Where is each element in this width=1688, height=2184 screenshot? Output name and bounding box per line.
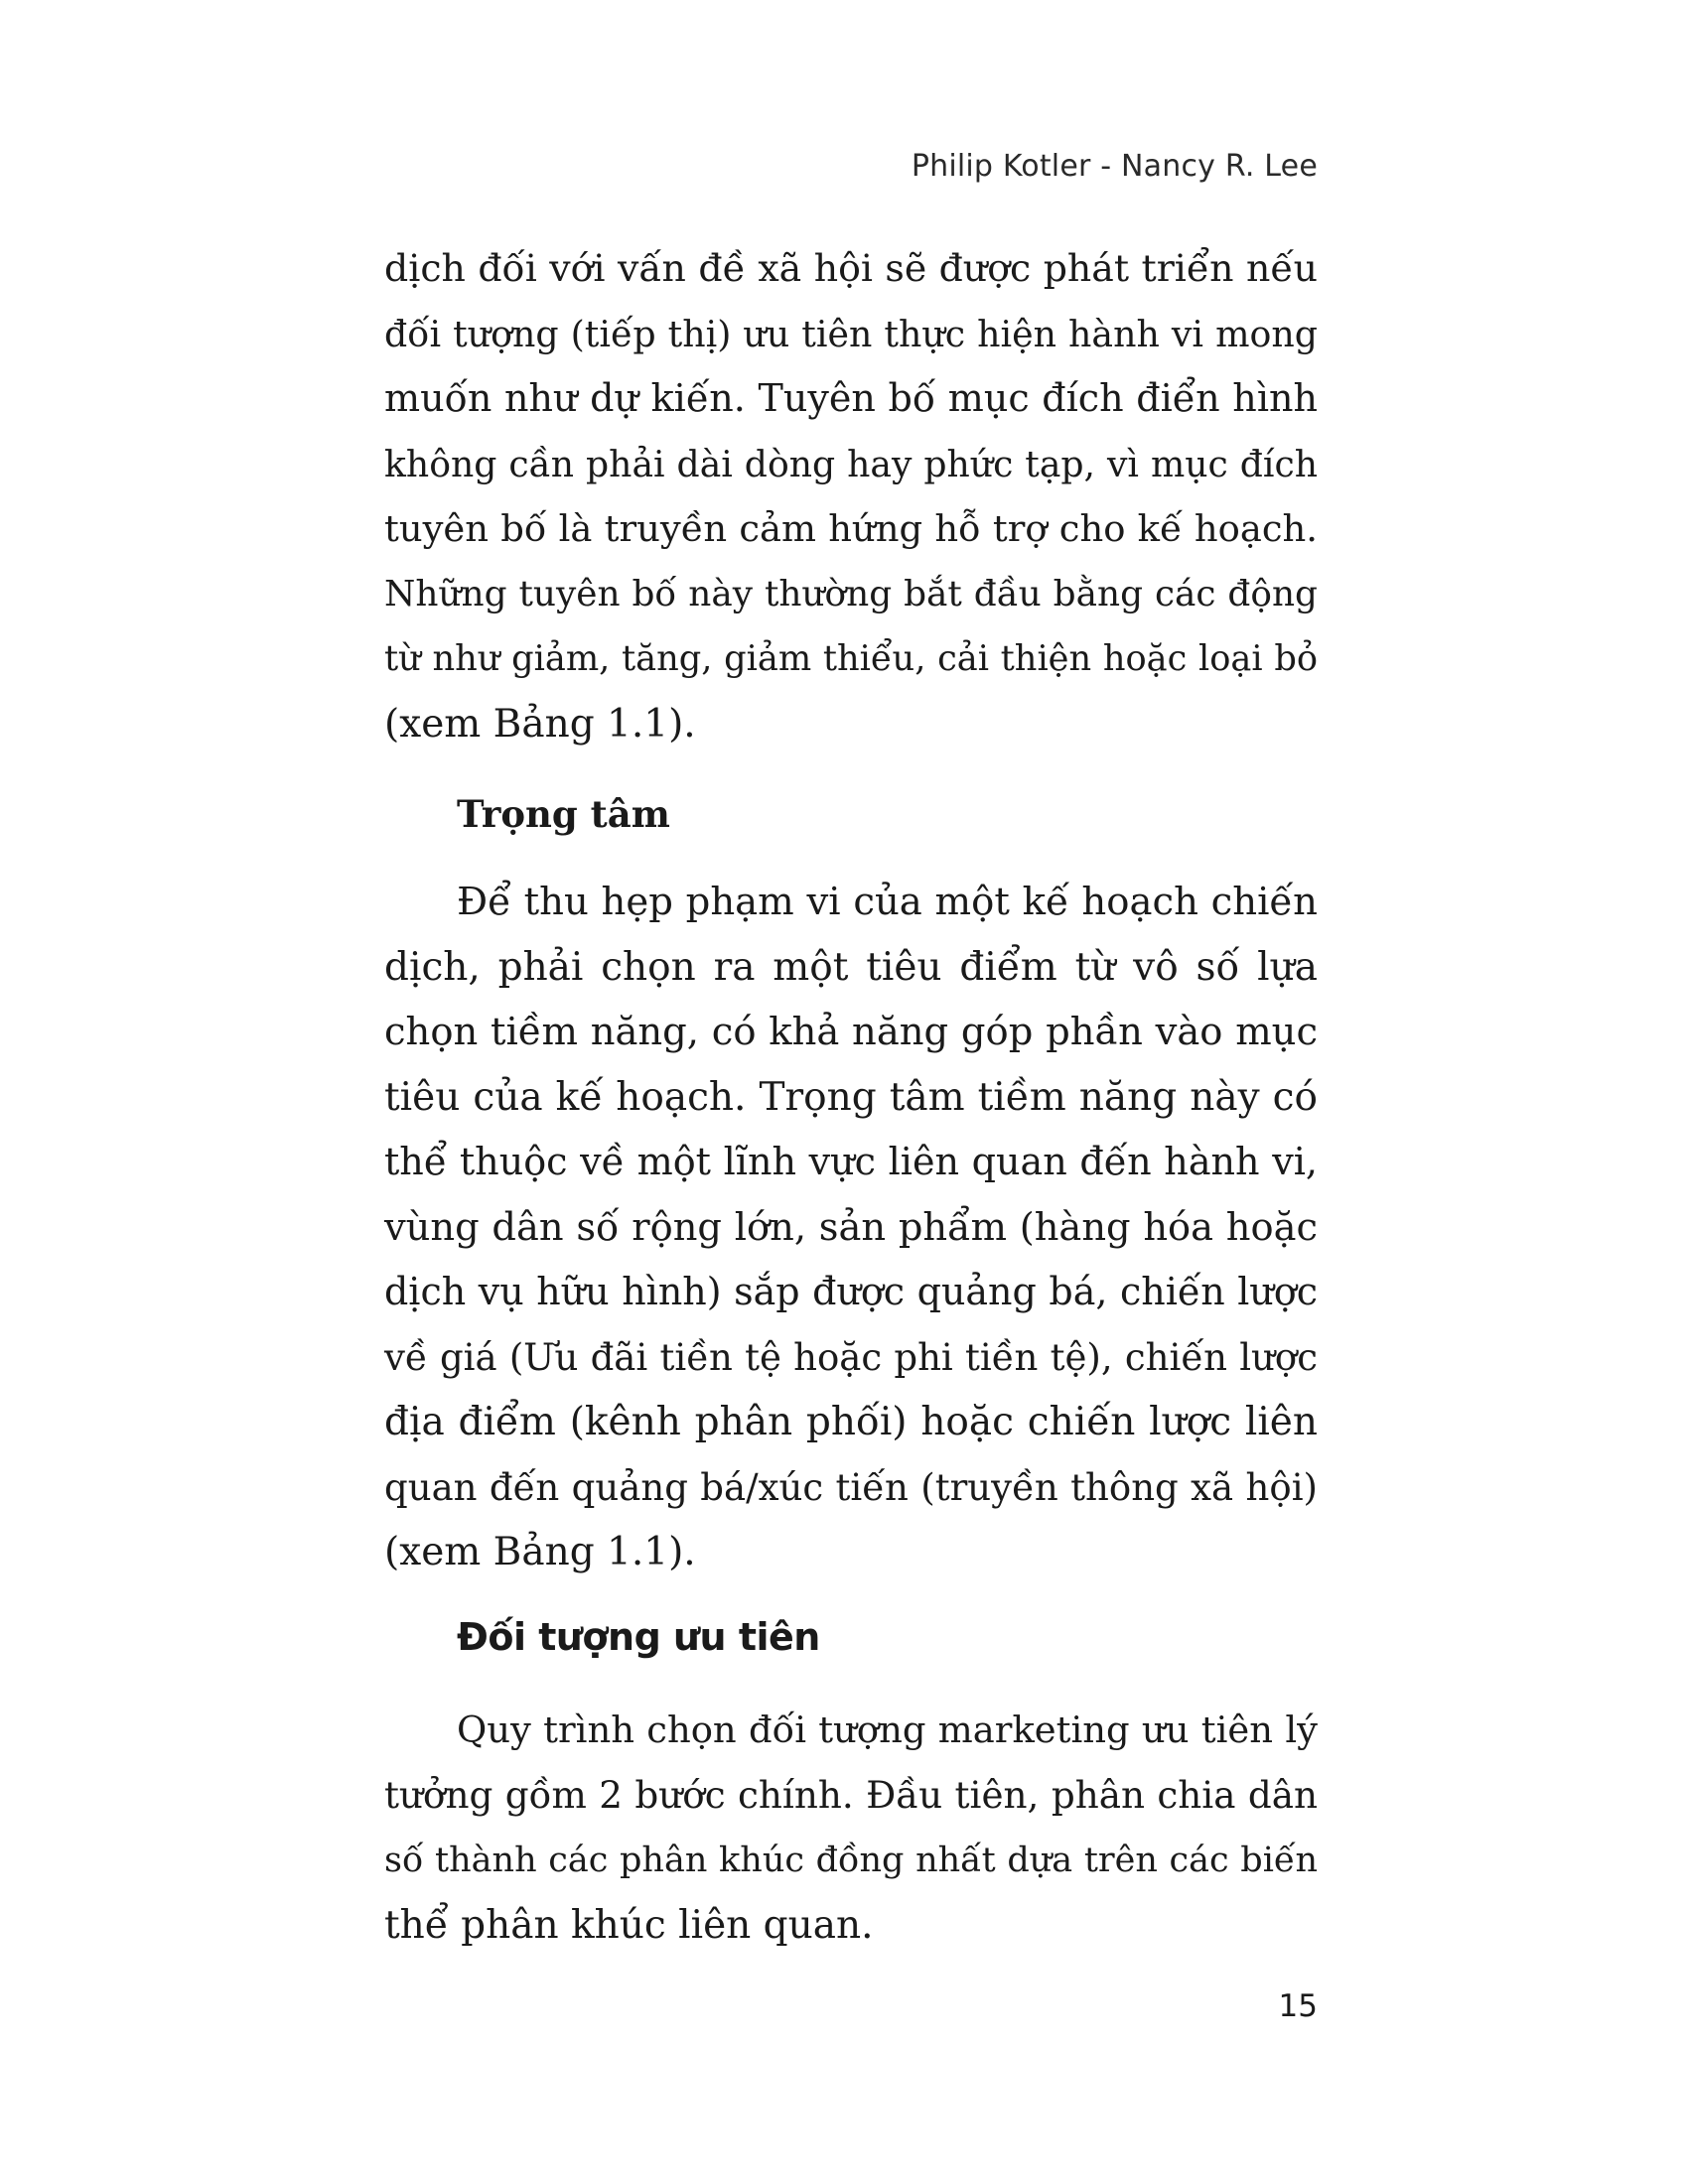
text-line: từ như giảm, tăng, giảm thiểu, cải thiện hoặc loại bỏ (384, 638, 1318, 679)
text-line: thể phân khúc liên quan. (384, 1902, 874, 1948)
text-line: Để thu hẹp phạm vi của một kế hoạch chiến (457, 880, 1318, 924)
paragraph-priority-audience (384, 1698, 1318, 1958)
text-line: dịch vụ hữu hình) sắp được quảng bá, chiến lược (384, 1270, 1318, 1313)
section-heading-priority-audience: Đối tượng ưu tiên (457, 1615, 820, 1659)
text-line: không cần phải dài dòng hay phức tạp, vì mục đích (384, 442, 1318, 485)
text-line: tưởng gồm 2 bước chính. Đầu tiên, phân chia dân (384, 1772, 1318, 1817)
text-line: về giá (Ưu đãi tiền tệ hoặc phi tiền tệ), chiến lược (384, 1335, 1318, 1379)
paragraph-goal-statement (384, 236, 1318, 756)
text-line: (xem Bảng 1.1). (384, 701, 696, 747)
text-line: dịch, phải chọn ra một tiêu điểm từ vô số lựa (384, 944, 1318, 990)
text-line: tiêu của kế hoạch. Trọng tâm tiềm năng này có (384, 1074, 1318, 1120)
text-line: địa điểm (kênh phân phối) hoặc chiến lược liên (384, 1400, 1318, 1444)
text-line: chọn tiềm năng, có khả năng góp phần vào mục (384, 1010, 1318, 1054)
text-line: thể thuộc về một lĩnh vực liên quan đến hành vi, (384, 1140, 1318, 1183)
text-line: Những tuyên bố này thường bắt đầu bằng các động (384, 573, 1318, 614)
text-line: Quy trình chọn đối tượng marketing ưu tiên lý (457, 1708, 1318, 1751)
text-line: (xem Bảng 1.1). (384, 1530, 696, 1574)
paragraph-focus (384, 870, 1318, 1585)
text-line: vùng dân số rộng lớn, sản phẩm (hàng hóa hoặc (384, 1204, 1318, 1250)
text-line: quan đến quảng bá/xúc tiến (truyền thông xã hội) (384, 1465, 1318, 1509)
text-line: dịch đối với vấn đề xã hội sẽ được phát triển nếu (384, 246, 1318, 290)
text-line: muốn như dự kiến. Tuyên bố mục đích điển hình (384, 376, 1318, 420)
text-line: đối tượng (tiếp thị) ưu tiên thực hiện hành vi mong (384, 312, 1318, 355)
section-heading-focus: Trọng tâm (457, 792, 670, 836)
page-number: 15 (1278, 1988, 1318, 2024)
running-header: Philip Kotler - Nancy R. Lee (911, 149, 1318, 184)
text-line: số thành các phân khúc đồng nhất dựa trên các biến (384, 1840, 1318, 1880)
text-line: tuyên bố là truyền cảm hứng hỗ trợ cho kế hoạch. (384, 507, 1318, 550)
